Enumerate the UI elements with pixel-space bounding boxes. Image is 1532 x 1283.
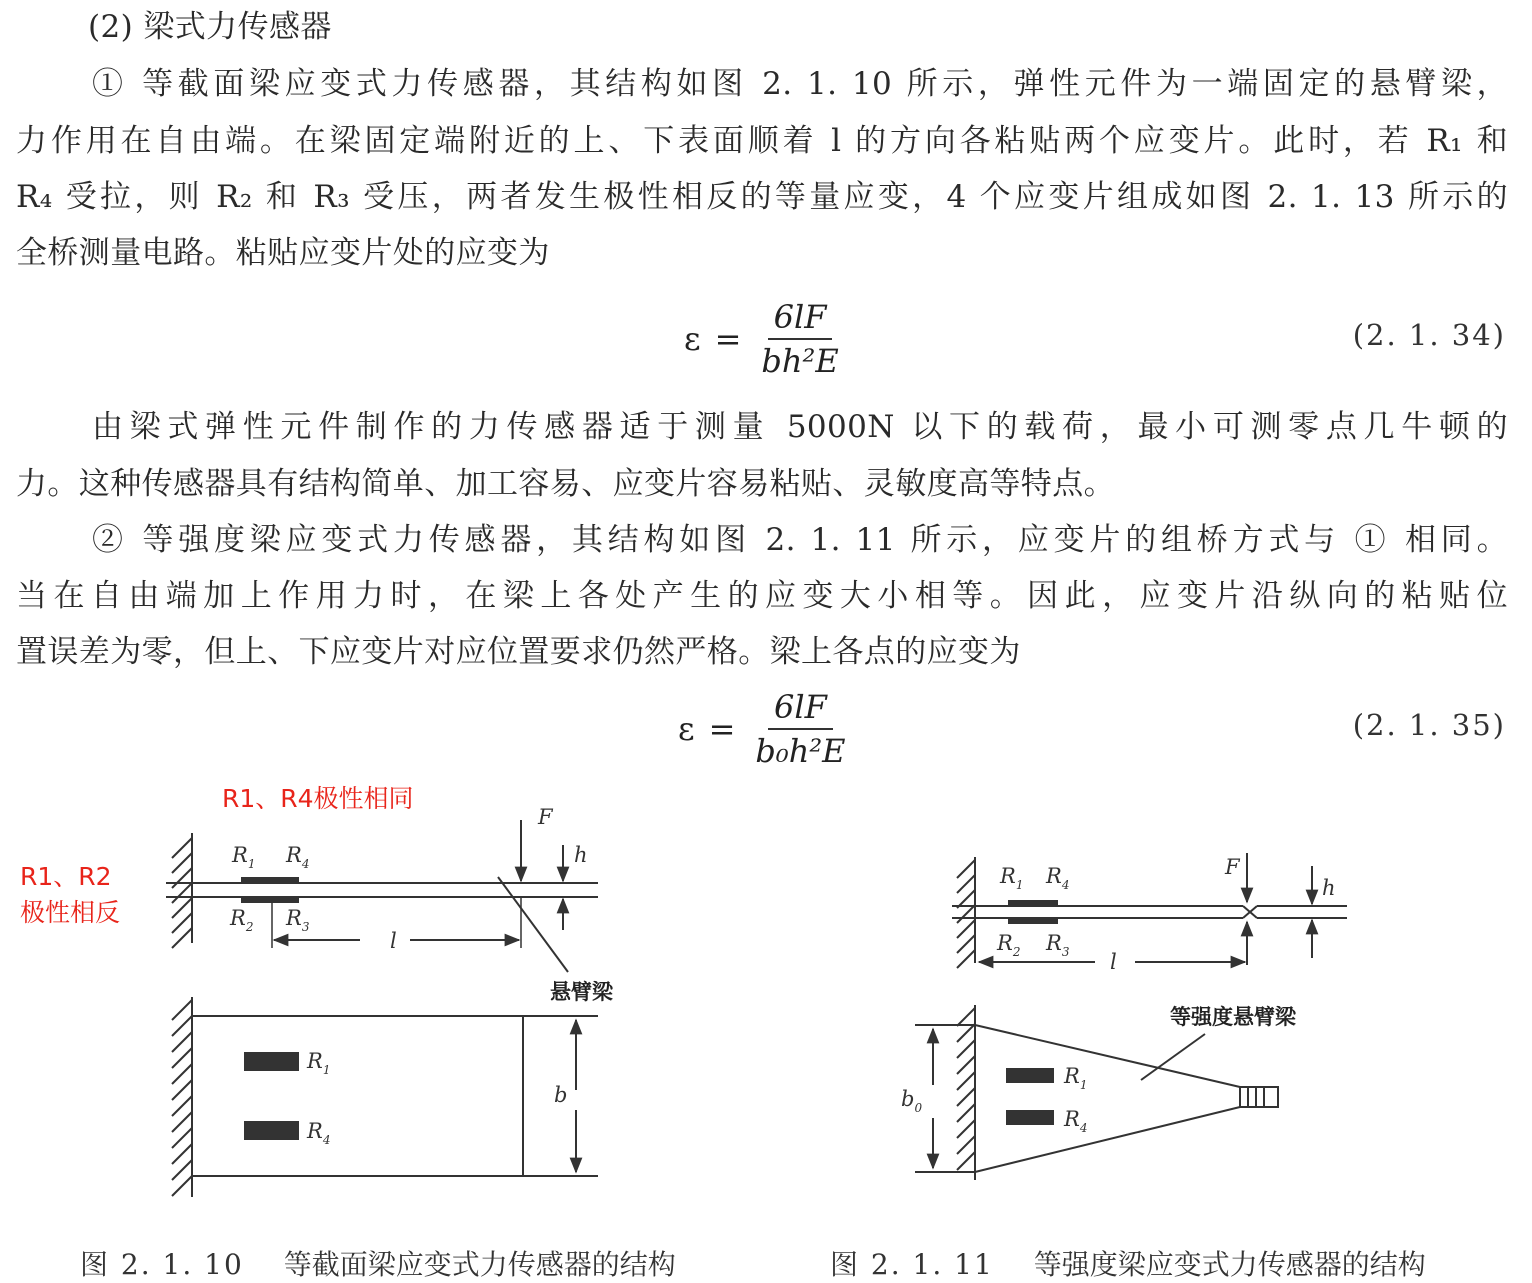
fig10-b-label: b xyxy=(554,1083,568,1107)
fig11-wall-bottom xyxy=(957,1005,975,1180)
annotation-r1-r2-line-1: R1、R2 xyxy=(20,862,112,891)
fig11-R3-label: $R_3$ xyxy=(1046,931,1070,959)
eq1-numerator: 6lF xyxy=(768,298,833,340)
figure-2-1-11 xyxy=(880,830,1380,1190)
fig11-R4-label: $R_4$ xyxy=(1046,864,1070,892)
fig10-R2-label: $R_2$ xyxy=(230,906,254,934)
fig11-R4-plan-label: $R_4$ xyxy=(1064,1107,1088,1135)
figure-2-1-10-caption xyxy=(80,1243,676,1283)
fig11-b0-label: $b_0$ xyxy=(901,1087,923,1115)
figure-2-1-11-caption xyxy=(830,1243,1426,1283)
fig11-beam-label: 等强度悬臂梁 xyxy=(1170,1005,1296,1029)
fig11-beam-side xyxy=(952,906,1347,918)
paragraph-3-line-1: ② 等强度梁应变式力传感器，其结构如图 2. 1. 11 所示，应变片的组桥方式与 ① 相同。 xyxy=(92,522,1508,558)
fig11-tapered-beam xyxy=(915,1025,1278,1172)
paragraph-2-line-2: 力。这种传感器具有结构简单、加工容易、应变片容易粘贴、灵敏度高等特点。 xyxy=(16,466,1115,502)
fig10-h-label: h xyxy=(574,843,588,867)
fig10-cantilever-label: 悬臂梁 xyxy=(550,980,613,1004)
fig10-beam-side xyxy=(166,883,598,897)
equation-number-2: (2. 1. 35) xyxy=(1352,708,1506,742)
paragraph-1-line-2: 力作用在自由端。在梁固定端附近的上、下表面顺着 l 的方向各粘贴两个应变片。此时，若 R₁ 和 xyxy=(16,123,1508,159)
fig11-wall-top xyxy=(957,857,975,968)
fig11-R1-label: $R_1$ xyxy=(1000,864,1024,892)
fig10-R1-label: $R_1$ xyxy=(232,843,256,871)
paragraph-3-line-3: 置误差为零，但上、下应变片对应位置要求仍然严格。梁上各点的应变为 xyxy=(16,634,1021,670)
fig10-beam-plan xyxy=(192,1016,598,1176)
fig11-R1-plan-label: $R_1$ xyxy=(1064,1064,1088,1092)
fig10-R4-plan-label: $R_4$ xyxy=(307,1119,331,1147)
equation-2-1-34 xyxy=(684,298,845,380)
fig10-gauge-bottom xyxy=(241,897,299,903)
fig11-l-label: l xyxy=(1110,950,1117,974)
fig11-gauge-top xyxy=(1008,900,1058,906)
fig11-gauge-bottom xyxy=(1008,918,1058,924)
fig10-gauge-R4-plan xyxy=(244,1121,299,1140)
eq1-equals: = xyxy=(714,320,742,358)
fig11-gauge-R4-plan xyxy=(1006,1110,1054,1125)
paragraph-1-line-1: ① 等截面梁应变式力传感器，其结构如图 2. 1. 10 所示，弹性元件为一端固定的悬臂梁， xyxy=(92,66,1508,102)
eq2-fraction xyxy=(749,688,851,770)
fig11-gauge-R1-plan xyxy=(1006,1068,1054,1083)
eq1-lhs: ε xyxy=(684,320,701,358)
fig10-force-label: F xyxy=(538,805,553,829)
eq1-denominator: bh²E xyxy=(761,342,839,380)
fig11-R2-label: $R_2$ xyxy=(997,931,1021,959)
fig11-caption-text: 等强度梁应变式力传感器的结构 xyxy=(1033,1248,1426,1281)
section-title: (2) 梁式力传感器 xyxy=(88,9,332,45)
fig11-caption-number: 图 2. 1. 11 xyxy=(830,1248,994,1281)
fig10-wall-bottom xyxy=(172,997,192,1197)
fig10-l-label: l xyxy=(390,929,397,953)
eq2-equals: = xyxy=(708,710,736,748)
eq1-fraction xyxy=(755,298,844,380)
fig10-R3-label: $R_3$ xyxy=(286,906,310,934)
fig10-wall-top xyxy=(172,833,192,948)
equation-2-1-35 xyxy=(678,688,852,770)
annotation-r1-r4-same-polarity: R1、R4极性相同 xyxy=(222,784,414,813)
fig10-R1-plan-label: $R_1$ xyxy=(307,1049,331,1077)
annotation-r1-r2-line-2: 极性相反 xyxy=(20,898,121,927)
fig11-force-label: F xyxy=(1225,855,1240,879)
fig10-caption-text: 等截面梁应变式力传感器的结构 xyxy=(283,1248,676,1281)
fig11-h-label: h xyxy=(1322,876,1336,900)
fig10-R4-label: $R_4$ xyxy=(286,843,310,871)
paragraph-3-line-2: 当在自由端加上作用力时，在梁上各处产生的应变大小相等。因此，应变片沿纵向的粘贴位 xyxy=(16,578,1508,614)
equation-number-1: (2. 1. 34) xyxy=(1352,318,1506,352)
eq2-denominator: b₀h²E xyxy=(755,732,846,770)
figure-2-1-10 xyxy=(0,0,700,1240)
eq2-lhs: ε xyxy=(678,710,695,748)
eq2-numerator: 6lF xyxy=(768,688,833,730)
fig10-gauge-R1-plan xyxy=(244,1052,299,1071)
paragraph-1-line-3: R₄ 受拉，则 R₂ 和 R₃ 受压，两者发生极性相反的等量应变，4 个应变片组成如图 2. 1. 13 所示的 xyxy=(16,179,1508,215)
paragraph-1-line-4: 全桥测量电路。粘贴应变片处的应变为 xyxy=(16,235,550,271)
fig10-gauge-top xyxy=(241,877,299,883)
paragraph-2-line-1: 由梁式弹性元件制作的力传感器适于测量 5000N 以下的载荷，最小可测零点几牛顿的 xyxy=(92,409,1508,445)
fig10-caption-number: 图 2. 1. 10 xyxy=(80,1248,244,1281)
